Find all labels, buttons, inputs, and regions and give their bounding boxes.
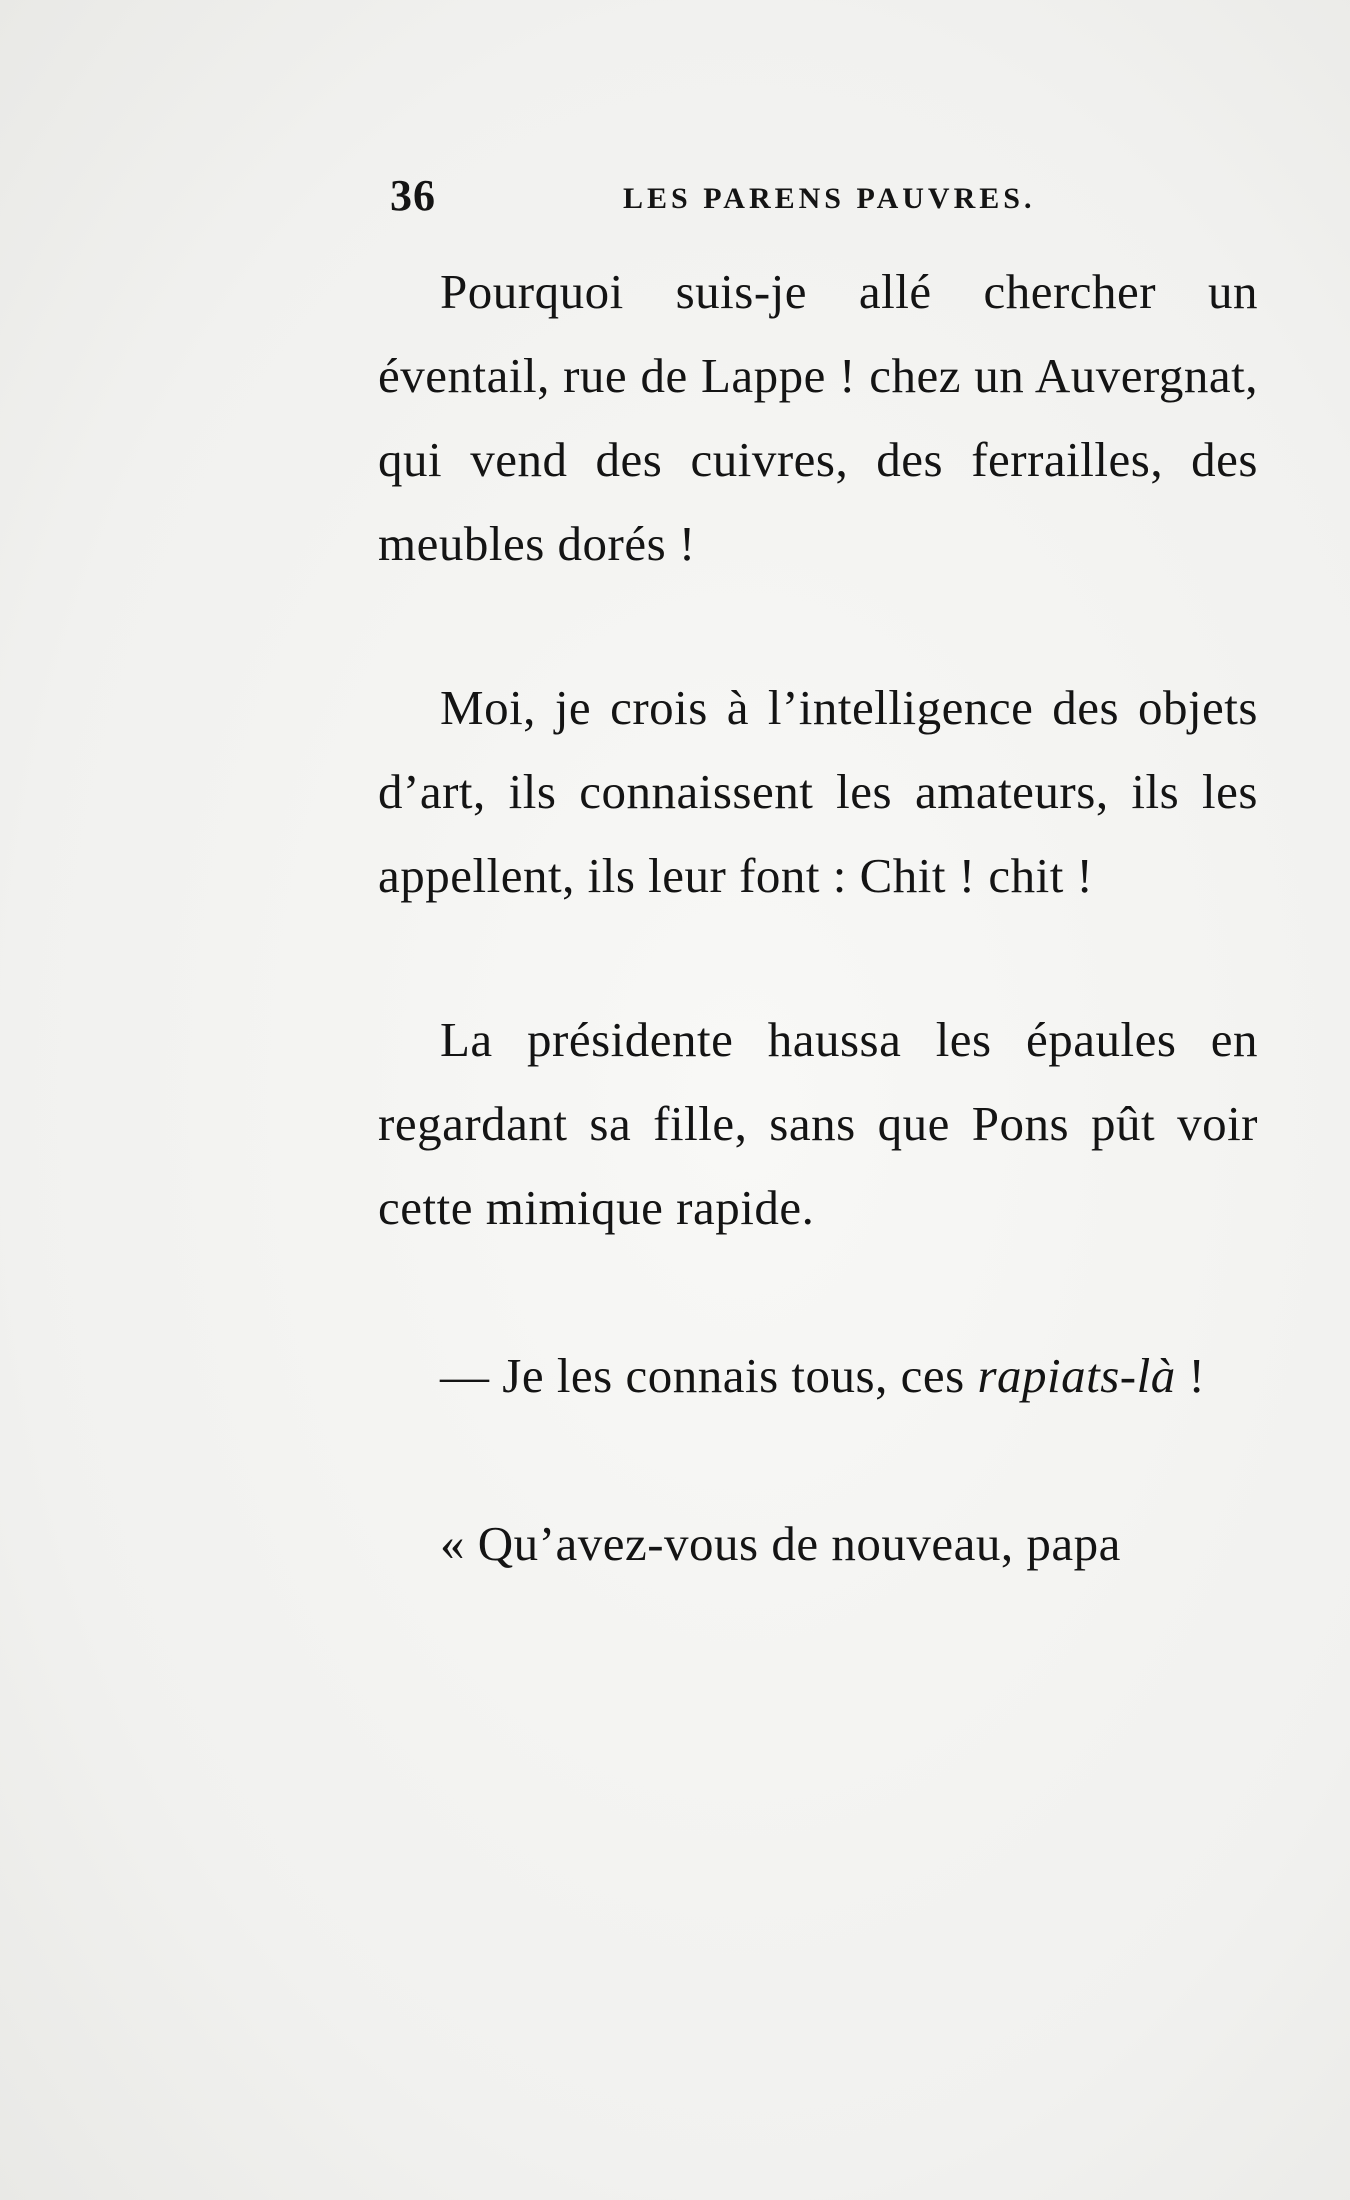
paragraph-2: Moi, je crois à l’intelligence des objets d’art, ils connaissent les amateurs, ils les appellent, ils leur font : Chit ! chit ! [378, 680, 1258, 903]
paragraph-5: « Qu’avez-vous de nouveau, papa [440, 1516, 1121, 1571]
running-title: LES PARENS PAUVRES. [623, 182, 1036, 215]
paragraph-4 [378, 1334, 1258, 1418]
page-number: 36 [390, 171, 436, 220]
page-header [378, 170, 1258, 230]
paragraph-1: Pourquoi suis-je allé chercher un éventail, rue de Lappe ! chez un Auvergnat, qui vend des cuivres, des ferrailles, des meubles dorés ! [378, 264, 1258, 571]
body-text [378, 250, 1258, 1586]
paragraph-4-end: ! [1175, 1348, 1206, 1403]
paragraph-3: La présidente haussa les épaules en regardant sa fille, sans que Pons pût voir cette mimique rapide. [378, 1012, 1258, 1235]
paragraph-4-text: — Je les connais tous, ces [440, 1348, 978, 1403]
paragraph-4-italic: rapiats-là [977, 1348, 1176, 1403]
